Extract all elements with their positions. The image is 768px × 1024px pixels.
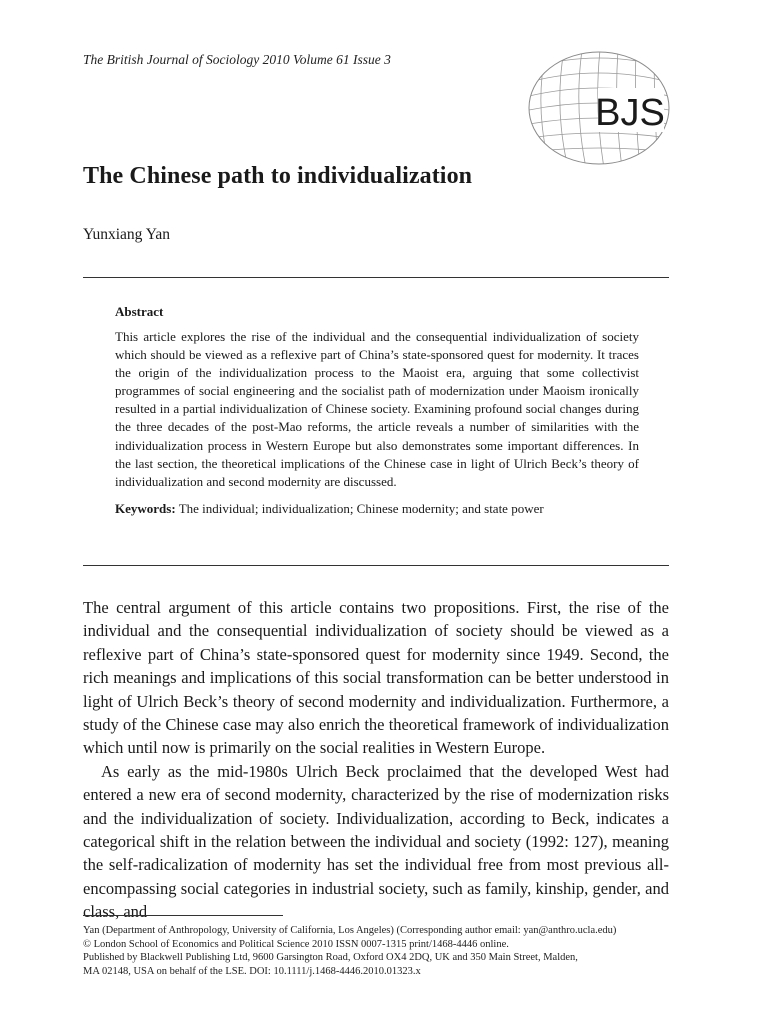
abstract-section bbox=[115, 304, 639, 517]
author-name: Yunxiang Yan bbox=[83, 226, 170, 243]
footnote bbox=[83, 924, 683, 978]
keywords-line bbox=[115, 501, 639, 517]
body-paragraph: The central argument of this article contains two propositions. First, the rise of the individual and the consequential individualization of society should be viewed as a reflexive part of China’s state-sponsored quest for modernity since 1949. Second, the rich meanings and implications of this social transformation can be better understood in light of Ulrich Beck’s theory of second modernity and individualization. Furthermore, a study of the Chinese case may also enrich the theoretical framework of individualization which until now is primarily on the social realities in Western Europe. bbox=[83, 598, 669, 758]
abstract-bottom-divider bbox=[83, 565, 669, 566]
journal-citation: The British Journal of Sociology 2010 Volume 61 Issue 3 bbox=[83, 52, 391, 67]
abstract-text: This article explores the rise of the individual and the consequential individualization of society which should be viewed as a reflexive part of China’s state-sponsored quest for modernity. It traces the origin of the individualization process to the Maoist era, arguing that some collectivist programmes of social engineering and the socialist path of modernization under Maoism ironically resulted in a partial individualization of Chinese society. Examining profound social changes during the three decades of the post-Mao reforms, the article reveals a number of similarities with the individualization process in Western Europe but also demonstrates some important differences. In the last section, the theoretical implications of the Chinese case in light of Ulrich Beck’s theory of individualization and second modernity are discussed. bbox=[115, 329, 639, 489]
footnote-line: Yan (Department of Anthropology, University of California, Los Angeles) (Corresponding author email: yan@anthro.ucla.edu) bbox=[83, 925, 617, 936]
body-paragraph: As early as the mid-1980s Ulrich Beck proclaimed that the developed West had entered a new era of second modernity, characterized by the rise of modernization risks and the individualization of society. Individualization, according to Beck, indicates a categorical shift in the relation between the individual and society (1992: 127), meaning the self-radicalization of modernity has set the individual free from most previous all-encompassing social categories in industrial society, such as family, kinship, gender, and class, and bbox=[83, 761, 669, 922]
keywords-label: Keywords: bbox=[115, 500, 176, 516]
footnote-line: © London School of Economics and Political Science 2010 ISSN 0007-1315 print/1468-4446 online. bbox=[83, 938, 509, 950]
article-title: The Chinese path to individualization bbox=[83, 163, 473, 189]
footnote-divider bbox=[83, 915, 283, 916]
bjs-globe-logo bbox=[526, 48, 672, 172]
footnote-line: MA 02148, USA on behalf of the LSE. DOI: 10.1111/j.1468-4446.2010.01323.x bbox=[83, 965, 421, 977]
bjs-logo-text: BJS bbox=[595, 92, 665, 134]
abstract-heading: Abstract bbox=[115, 304, 164, 319]
top-divider bbox=[83, 277, 669, 278]
keywords-list: The individual; individualization; Chinese modernity; and state power bbox=[178, 500, 544, 516]
article-body bbox=[83, 596, 669, 924]
footnote-line: Published by Blackwell Publishing Ltd, 9600 Garsington Road, Oxford OX4 2DQ, UK and 350 Main Street, Malden, bbox=[83, 952, 578, 963]
